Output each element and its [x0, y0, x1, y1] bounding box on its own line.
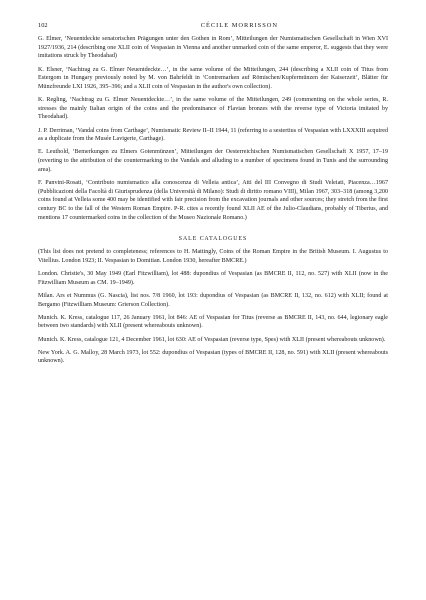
bibliography-entry: F. Panvini-Rosati, ‘Contributo numismatico alla conoscenza di Velleia antica’, Atti del III Convegno di Studi Veleiati, Piacenza…1967 (Pubblicazioni della Facoltà di Giurisprudenza (della Università di Milano): Studi di diritto romano VIII), Milan 1967, 303–318 (among 3,200 coins found at Velleia some 400 may be identified with fair precision from the excavation journals and other sources; they stretch from the first century BC to the fall of the Western Roman Empire. P-R. cites a recently found XLII AE of the Julio-Claudians, probably of Tiberius, and mentions 17 countermarked coins in the collection of the Museo Nazionale Romano.) — [38, 179, 388, 221]
bibliography-entry: G. Elmer, ‘Neuentdeckte senatorischen Prägungen unter den Gothen in Rom’, Mitteilungen der Numismatischen Gesellschaft in Wien XVI 1927/1936, 214 (describing one XLII coin of Vespasian in Vienna and another unmarked coin of the same emperor, E. suggests that they were imitations struck by Theodahad) — [38, 36, 388, 60]
sale-entry: London. Christie's, 30 May 1949 (Earl Fitzwilliam), lot 488: dupondius of Vespasian (as BMCRE II, 112, no. 527) with XLII (now in the Fitzwilliam Museum as CM. 19–1949). — [38, 271, 388, 286]
bibliography-entry: K. Elsner, ‘Nachtrag zu G. Elmer Neuentdeckte…’, in the same volume of the Mitteilungen, 244 (describing a XLII coin of Titus from Estergom in Hungary previously noted by M. von Bahrfeldt in ‘Contremarken auf Römischen/Kupfermünzen der Kaiserzeit’, Blätter für Münzfreunde LXI 1926, 395–396; and a XLII coin of Vespasian in the author's own collection). — [38, 66, 388, 90]
page-number: 102 — [38, 22, 48, 29]
sale-entry: New York. A. G. Malloy, 28 March 1973, lot 552: dupondius of Vespasian (types of BMCRE II, 128, no. 591) with XLII (present whereabouts unknown). — [38, 349, 388, 365]
running-head — [38, 22, 388, 29]
section-heading: SALE CATALOGUES — [178, 236, 248, 243]
page — [38, 22, 388, 370]
bibliography-entry: K. Regling, ‘Nachtrag zu G. Elmer Neuentdeckte…’, in the same volume of the Mitteilungen, 249 (commenting on the whole series, R. stresses the mainly Italian origin of the coins and the predominance of Flavian bronzes with the reverse type of Victoria imitated by Theodahad). — [38, 97, 388, 121]
sale-entry: Munich. K. Kress, catalogue 117, 26 January 1961, lot 846: AE of Vespasian for Titus (reverse as BMCRE II, 143, no. 644, legionary eagle between two standards) with XLII (present whereabouts unknown). — [38, 314, 388, 330]
bibliography-entry: J. P. Derriman, ‘Vandal coins from Carthage’, Numismatic Review II–II 1944, 11 (referring to a sestertius of Vespasian with LXXXIII acquired as a duplicate from the Musée Lavigerie, Carthage). — [38, 127, 388, 143]
bibliography-entry: E. Leuthold, ‘Bemerkungen zu Elmers Gotenmünzen’, Mitteilungen der Oesterreichischen Numismatischen Gesellschaft X 1957, 17–19 (reverting to the attribution of the countermarking to the Vandals and alluding to a number of specimens found in Tunis and the surrounding area). — [38, 149, 388, 173]
sale-entry: Milan. Ars et Nummus (G. Nascia), list nos. 7/8 1960, lot 193: dupondius of Vespasian (as BMCRE II, 132, no. 612) with XLII; found at Bergamo (Fitzwilliam Museum: Grierson Collection). — [38, 292, 388, 308]
running-title: CÉCILE MORRISSON — [200, 22, 278, 29]
sale-entry: Munich. K. Kress, catalogue 121, 4 December 1961, lot 630: AE of Vespasian (reverse type, Spes) with XLII (present whereabouts unknown). — [38, 336, 386, 343]
sale-intro-note: (This list does not pretend to completeness; references to H. Mattingly, Coins of the Roman Empire in the British Museum. I. Augustus to Vitellius. London 1923; II. Vespasian to Domitian. London 1930, hereafter BMCRE.) — [38, 249, 388, 265]
